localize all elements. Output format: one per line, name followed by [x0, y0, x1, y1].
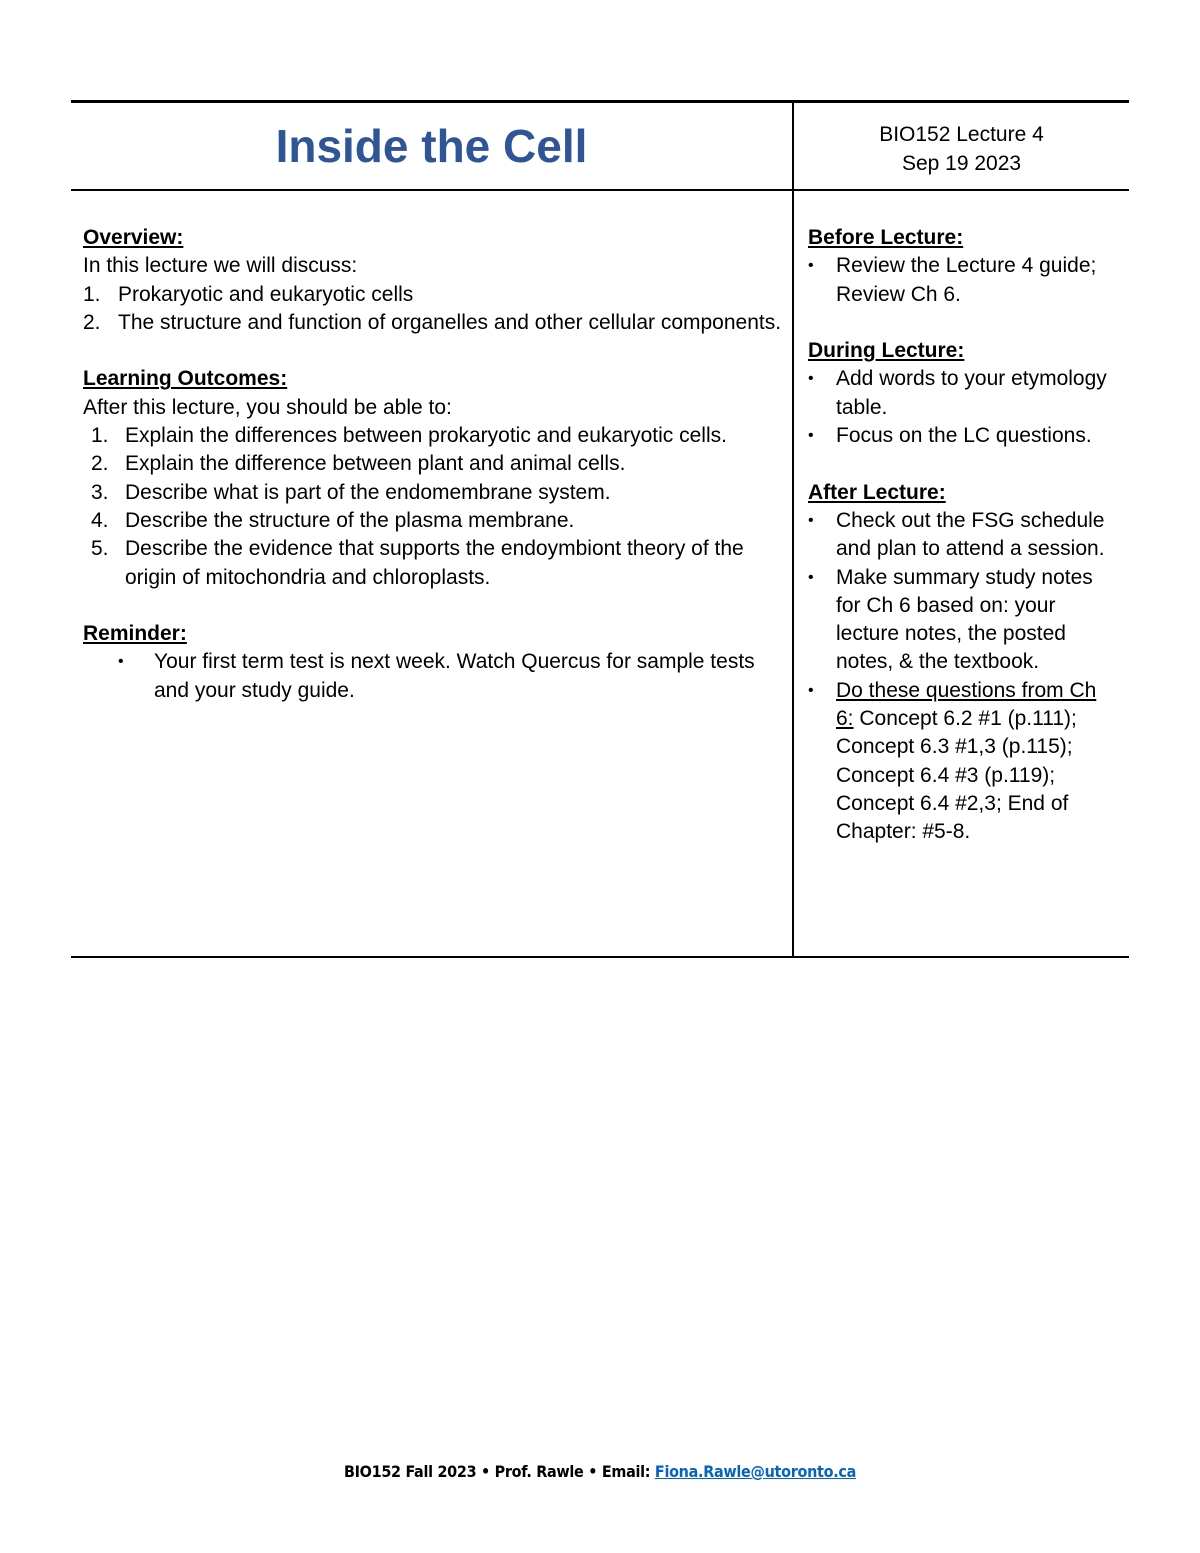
page-footer — [0, 1462, 1200, 1481]
list-item — [83, 450, 782, 478]
list-number: 3. — [91, 480, 109, 504]
bullet-icon: • — [118, 653, 124, 671]
list-item — [83, 422, 782, 450]
list-item — [808, 564, 1119, 677]
list-text: Describe the evidence that supports the endoymbiont theory of the origin of mitochondria and chloroplasts. — [125, 537, 744, 589]
list-text: Review the Lecture 4 guide; Review Ch 6. — [836, 254, 1097, 306]
after-lecture-heading: After Lecture: — [808, 480, 946, 504]
meta-cell — [794, 103, 1129, 189]
list-item — [83, 507, 782, 535]
during-lecture-heading: During Lecture: — [808, 339, 965, 363]
list-item — [808, 677, 1119, 847]
list-text: Your first term test is next week. Watch Quercus for sample tests and your study guide. — [154, 650, 755, 702]
list-item — [808, 365, 1119, 422]
list-number: 2. — [83, 310, 101, 334]
bullet-icon: • — [808, 427, 814, 445]
learning-outcomes-intro: After this lecture, you should be able to: — [83, 395, 452, 419]
questions-label: Do these questions from Ch 6: — [836, 678, 1097, 731]
list-item — [808, 252, 1119, 309]
table-header-row — [71, 103, 1129, 191]
before-lecture-heading: Before Lecture: — [808, 226, 964, 249]
reminder-list — [83, 648, 782, 705]
overview-heading: Overview: — [83, 226, 184, 249]
reminder-heading: Reminder: — [83, 622, 187, 646]
overview-intro: In this lecture we will discuss: — [83, 254, 358, 278]
list-item — [83, 281, 782, 309]
list-number: 2. — [91, 452, 109, 476]
left-column — [71, 191, 794, 956]
questions-text: Concept 6.2 #1 (p.111); Concept 6.3 #1,3 (p.115); Concept 6.4 #3 (p.119); Concept 6.4 #2,3; End of Chapter: #5-8. — [836, 707, 1077, 844]
learning-outcomes-list — [83, 422, 782, 592]
bullet-icon: • — [808, 568, 814, 586]
learning-outcomes-heading: Learning Outcomes: — [83, 367, 288, 391]
list-item — [83, 648, 782, 705]
list-number: 1. — [91, 424, 109, 448]
list-number: 5. — [91, 537, 109, 561]
list-text: Explain the difference between plant and animal cells. — [125, 452, 626, 476]
list-text: Check out the FSG schedule and plan to attend a session. — [836, 508, 1105, 561]
list-number: 1. — [83, 282, 101, 306]
before-lecture-list — [808, 252, 1119, 309]
bullet-icon: • — [808, 681, 814, 699]
list-text: Prokaryotic and eukaryotic cells — [118, 282, 414, 306]
overview-list — [83, 281, 782, 338]
list-number: 4. — [91, 508, 109, 532]
after-lecture-list — [808, 507, 1119, 847]
list-item — [83, 535, 782, 592]
list-text — [836, 677, 1119, 847]
right-column — [794, 191, 1129, 956]
list-text: Explain the differences between prokaryotic and eukaryotic cells. — [125, 424, 727, 448]
list-text: Add words to your etymology table. — [836, 367, 1107, 419]
course-lecture-label: BIO152 Lecture 4 — [879, 123, 1044, 146]
list-text: Make summary study notes for Ch 6 based on: your lecture notes, the posted notes, & the textbook. — [836, 565, 1093, 674]
list-item — [83, 479, 782, 507]
list-item — [83, 309, 782, 337]
email-link[interactable]: Fiona.Rawle@utoronto.ca — [654, 1462, 857, 1481]
lecture-date: Sep 19 2023 — [901, 152, 1022, 175]
footer-text: BIO152 Fall 2023 • Prof. Rawle • Email: — [343, 1462, 655, 1481]
bullet-icon: • — [808, 257, 814, 275]
table-body-row — [71, 191, 1129, 958]
bullet-icon: • — [808, 511, 814, 529]
list-text: Describe the structure of the plasma membrane. — [125, 508, 575, 532]
title-cell — [71, 103, 794, 189]
list-text: Focus on the LC questions. — [836, 424, 1092, 448]
bullet-icon: • — [808, 370, 814, 388]
page-title: Inside the Cell — [275, 120, 588, 172]
during-lecture-list — [808, 365, 1119, 450]
list-item — [808, 507, 1119, 564]
list-text: The structure and function of organelles and other cellular components. — [118, 310, 782, 334]
lecture-table — [71, 100, 1129, 958]
list-text: Describe what is part of the endomembrane system. — [125, 480, 611, 504]
list-item — [808, 422, 1119, 450]
